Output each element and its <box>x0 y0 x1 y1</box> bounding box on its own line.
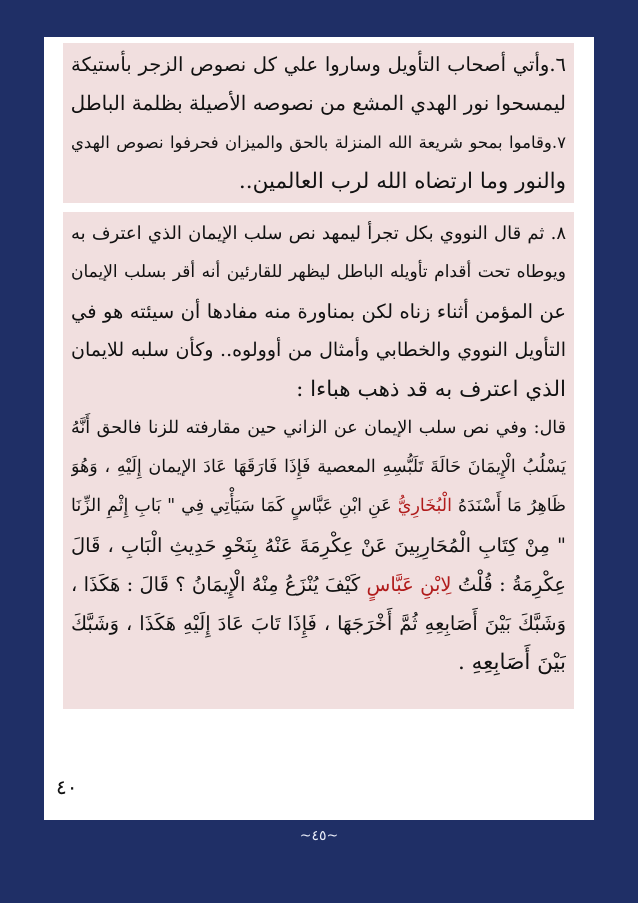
text-line: " مِنْ كِتَابِ الْمُحَارِبِينَ عَنْ عِكْرِمَةَ عَنْهُ بِنَحْوِ حَدِيثِ الْبَابِ ، قَالَ <box>71 534 566 557</box>
document-page <box>44 37 594 820</box>
text-line: بَيْنَ أَصَابِعِهِ . <box>457 650 566 675</box>
text-line: التأويل النووي والخطابي وأمثال من أوولوه.. وكأن سلبه للايمان <box>71 339 566 361</box>
text-line <box>71 487 566 526</box>
footer-page-number: ~٤٥~ <box>299 828 339 844</box>
highlighted-name-ibn-abbas: لِابْنِ عَبَّاسٍ <box>366 573 452 596</box>
text-block-point-8 <box>63 212 574 709</box>
text-line: الذي اعترف به قد ذهب هباءا : <box>296 377 566 402</box>
inner-page-number: ٤٠ <box>56 775 78 799</box>
text-line: ٨. ثم قال النووي بكل تجرأ ليمهد نص سلب الإيمان الذي اعترف به <box>71 223 566 244</box>
text-segment: ظَاهِرُ مَا أَسْنَدَهُ <box>452 496 566 516</box>
text-line: يَسْلُبُ الْإِيمَانَ حَالَةَ تَلَبُّسِهِ المعصية فَإِذَا فَارَقَهَا عَادَ الإيمان إِلَيْهِ ، وَهُوَ <box>71 457 566 477</box>
text-line: ليمسحوا نور الهدي المشع من نصوصه الأصيلة بظلمة الباطل <box>71 91 566 115</box>
text-line: والنور وما ارتضاه الله لرب العالمين.. <box>238 169 566 194</box>
text-line: وَشَبَّكَ بَيْنَ أَصَابِعِهِ ثُمَّ أَخْرَجَهَا ، فَإِذَا تَابَ عَادَ إِلَيْهِ هَكَذَا ، وَشَبَّكَ <box>71 612 566 635</box>
text-block-points-6-7 <box>63 43 574 203</box>
text-line: ٦.وأتي أصحاب التأويل وساروا علي كل نصوص الزجر بأستيكة <box>71 53 566 76</box>
highlighted-name-bukhari: الْبُخَارِيُّ <box>397 496 453 516</box>
text-line <box>71 565 566 604</box>
text-segment: عِكْرِمَةُ : قُلْتُ <box>451 573 566 596</box>
text-line: ٧.وقاموا بمحو شريعة الله المنزلة بالحق والميزان فحرفوا نصوص الهدي <box>71 133 566 152</box>
text-segment: عَنِ ابْنِ عَبَّاسٍ كَمَا سَيَأْتِي فِي " بَابِ إِثْمِ الزِّنَا <box>71 496 392 516</box>
text-line: قال: وفي نص سلب الإيمان عن الزاني حين مقارفته للزنا فالحق أَنَّهُ <box>71 418 566 438</box>
text-line: ويوطاه تحت أقدام تأويله الباطل ليظهر للقارئين أنه أقر بسلب الإيمان <box>71 262 566 282</box>
text-segment: كَيْفَ يُنْزَعُ مِنْهُ الْإِيمَانُ ؟ قَالَ : هَكَذَا ، <box>71 573 361 596</box>
text-line: عن المؤمن أثناء زناه لكن بمناورة منه مفادها أن سيئته هو في <box>71 300 566 323</box>
